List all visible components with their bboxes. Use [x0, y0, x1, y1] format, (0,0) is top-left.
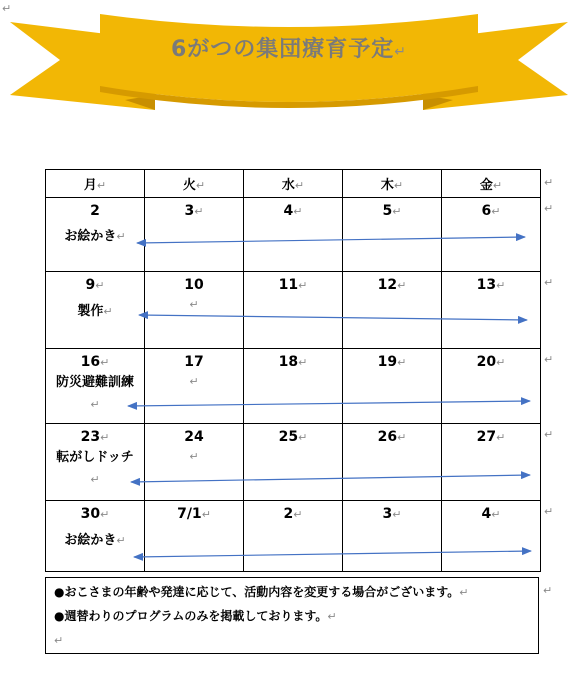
- weekday-header-row: [46, 170, 541, 198]
- ribbon-banner: [0, 0, 578, 140]
- notes-box: [45, 577, 539, 654]
- row-end-mark: ↵: [544, 428, 554, 441]
- weekday-header: 月↵: [46, 170, 145, 198]
- day-number: 30: [80, 506, 101, 522]
- weekday-header: 金↵: [442, 170, 541, 198]
- day-number: 23: [80, 429, 101, 445]
- day-cell: 19↵: [343, 349, 442, 424]
- day-number: 18: [278, 354, 299, 370]
- day-cell: 4↵: [244, 198, 343, 272]
- page-title-text: 6がつの集団療育予定: [170, 37, 395, 62]
- activity-label: お絵かき: [64, 533, 117, 548]
- week-row: [46, 501, 541, 572]
- day-number: 24: [184, 429, 204, 445]
- day-cell: 6↵: [442, 198, 541, 272]
- day-number: 20: [476, 354, 497, 370]
- day-number: 9: [85, 277, 96, 293]
- day-number: 11: [278, 277, 299, 293]
- day-cell: 30↵ お絵かき↵: [46, 501, 145, 572]
- page-title: [0, 32, 578, 63]
- activity-label: 転がしドッチ: [56, 450, 134, 465]
- day-cell: 25↵: [244, 424, 343, 501]
- paragraph-mark: ↵: [2, 2, 12, 15]
- schedule-calendar: [45, 169, 541, 572]
- day-number: 16: [80, 354, 101, 370]
- row-end-mark: ↵: [543, 584, 553, 597]
- day-number: 6: [481, 203, 492, 219]
- day-cell: 5↵: [343, 198, 442, 272]
- row-end-mark: ↵: [544, 505, 554, 518]
- row-end-mark: ↵: [544, 276, 554, 289]
- day-number: 17: [184, 354, 204, 370]
- day-cell: 10 ↵: [145, 272, 244, 349]
- day-cell: 20↵: [442, 349, 541, 424]
- day-cell: 3↵: [145, 198, 244, 272]
- day-number: 7/1: [177, 506, 202, 522]
- day-number: 4: [481, 506, 492, 522]
- day-cell: 2↵: [244, 501, 343, 572]
- day-number: 27: [476, 429, 497, 445]
- note-empty-line: ↵: [54, 634, 64, 647]
- day-cell: 18↵: [244, 349, 343, 424]
- day-cell: 11↵: [244, 272, 343, 349]
- row-end-mark: ↵: [544, 176, 554, 189]
- day-number: 26: [377, 429, 398, 445]
- day-cell: 24 ↵: [145, 424, 244, 501]
- note-line: ●おこさまの年齢や発達に応じて、活動内容を変更する場合がございます。↵: [54, 585, 469, 599]
- day-cell: 4↵: [442, 501, 541, 572]
- day-number: 12: [377, 277, 398, 293]
- note-line: ●週替わりのプログラムのみを掲載しております。↵: [54, 609, 337, 623]
- activity-label: お絵かき: [64, 229, 117, 244]
- activity-label: 製作: [77, 304, 104, 319]
- week-row: [46, 349, 541, 424]
- day-cell: 2 お絵かき↵: [46, 198, 145, 272]
- day-number: 13: [476, 277, 497, 293]
- day-cell: 17 ↵: [145, 349, 244, 424]
- weekday-header: 水↵: [244, 170, 343, 198]
- week-row: [46, 198, 541, 272]
- day-cell: 13↵: [442, 272, 541, 349]
- day-cell: 3↵: [343, 501, 442, 572]
- weekday-header: 木↵: [343, 170, 442, 198]
- day-cell: 23↵ 転がしドッチ↵: [46, 424, 145, 501]
- week-row: [46, 424, 541, 501]
- day-number: 19: [377, 354, 398, 370]
- day-number: 25: [278, 429, 299, 445]
- day-number: 3: [382, 506, 393, 522]
- day-cell: 16↵ 防災避難訓練↵: [46, 349, 145, 424]
- day-number: 2: [283, 506, 294, 522]
- weekday-header: 火↵: [145, 170, 244, 198]
- day-cell: 9↵ 製作↵: [46, 272, 145, 349]
- day-cell: 7/1↵: [145, 501, 244, 572]
- day-number: 4: [283, 203, 294, 219]
- paragraph-mark: ↵: [394, 44, 408, 60]
- day-number: 5: [382, 203, 393, 219]
- activity-label: 防災避難訓練: [55, 375, 134, 390]
- day-cell: 27↵: [442, 424, 541, 501]
- day-number: 10: [184, 277, 204, 293]
- week-row: [46, 272, 541, 349]
- row-end-mark: ↵: [544, 202, 554, 215]
- day-number: 3: [184, 203, 195, 219]
- day-cell: 26↵: [343, 424, 442, 501]
- day-cell: 12↵: [343, 272, 442, 349]
- day-number: 2: [90, 203, 100, 219]
- row-end-mark: ↵: [544, 353, 554, 366]
